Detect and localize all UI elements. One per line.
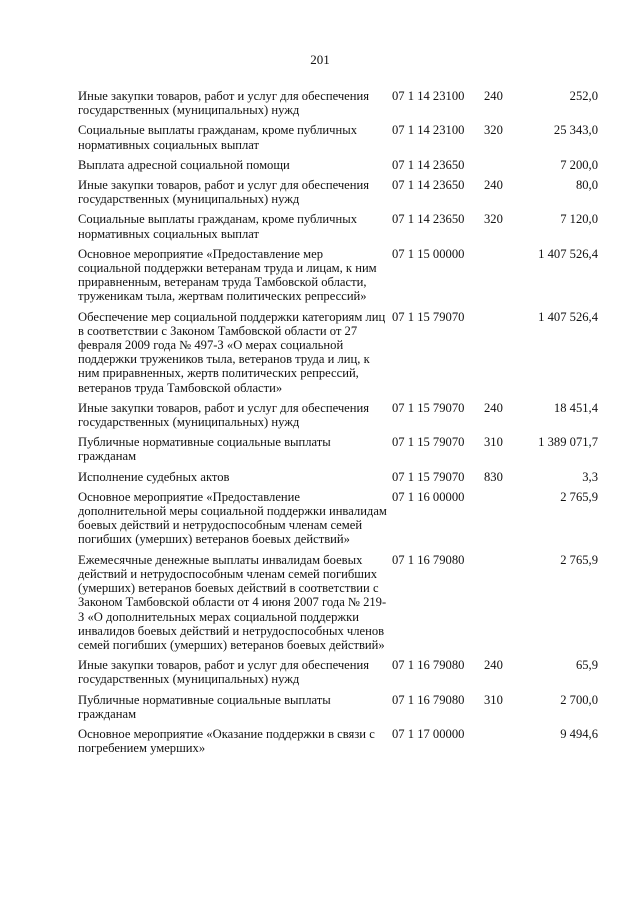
expense-type-code: 240 xyxy=(484,178,503,193)
expense-type-code: 310 xyxy=(484,435,503,450)
expense-name: Ежемесячные денежные выплаты инвалидам боевых действий и нетрудоспособным членам семей погибших (умерших) ветеранов боевых действий в соответствии с Законом Тамбовской области от 4 июня 2007 года № 219-З «О дополнительных мерах социальной поддержки инвалидов боевых действий и нетрудоспособных членов семей погибших (умерших) ветеранов боевых действий» xyxy=(78,552,387,652)
expense-type-code: 320 xyxy=(484,123,503,138)
page-number: 201 xyxy=(310,52,330,67)
target-article-code: 07 1 15 79070 xyxy=(392,469,465,484)
amount: 2 765,9 xyxy=(560,489,598,504)
table-row xyxy=(78,490,598,547)
expense-type-code: 240 xyxy=(484,658,503,673)
expense-type-code: 310 xyxy=(484,692,503,707)
target-article-code: 07 1 14 23650 xyxy=(392,212,465,227)
target-article-code: 07 1 16 79080 xyxy=(392,552,465,567)
expense-name: Публичные нормативные социальные выплаты гражданам xyxy=(78,692,331,721)
table-row xyxy=(78,693,598,721)
target-article-code: 07 1 16 79080 xyxy=(392,692,465,707)
expense-name: Основное мероприятие «Оказание поддержки в связи с погребением умерших» xyxy=(78,726,375,756)
target-article-code: 07 1 16 79080 xyxy=(392,658,465,673)
amount: 1 389 071,7 xyxy=(538,435,598,450)
table-row xyxy=(78,89,598,117)
expense-name: Обеспечение мер социальной поддержки категориям лиц в соответствии с Законом Тамбовской области от 27 февраля 2009 года № 497-З «О мерах социальной поддержки тружеников тыла, ветеранов труда и лиц, к ним приравненных, жертв политических репрессий, ветеранов труда Тамбовской области» xyxy=(78,309,386,395)
target-article-code: 07 1 14 23100 xyxy=(392,89,465,103)
table-row xyxy=(78,212,598,240)
expense-name: Социальные выплаты гражданам, кроме публичных нормативных социальных выплат xyxy=(78,212,357,241)
table-row xyxy=(78,158,598,172)
amount: 7 120,0 xyxy=(560,212,598,227)
amount: 9 494,6 xyxy=(560,726,598,741)
expense-type-code: 830 xyxy=(484,469,503,484)
target-article-code: 07 1 15 79070 xyxy=(392,435,465,450)
expense-name: Выплата адресной социальной помощи xyxy=(78,157,290,172)
table-row xyxy=(78,658,598,686)
table-row xyxy=(78,435,598,463)
table-row xyxy=(78,727,598,755)
amount: 25 343,0 xyxy=(553,123,598,138)
table-row xyxy=(78,123,598,151)
target-article-code: 07 1 15 79070 xyxy=(392,309,465,324)
table-row xyxy=(78,470,598,484)
expense-name: Иные закупки товаров, работ и услуг для обеспечения государственных (муниципальных) нужд xyxy=(78,178,370,207)
expense-name: Публичные нормативные социальные выплаты гражданам xyxy=(78,435,331,464)
expense-name: Исполнение судебных актов xyxy=(78,469,230,484)
amount: 252,0 xyxy=(569,89,598,103)
table-row xyxy=(78,247,598,304)
target-article-code: 07 1 15 79070 xyxy=(392,400,465,415)
amount: 7 200,0 xyxy=(560,157,598,172)
expense-type-code: 240 xyxy=(484,89,503,103)
target-article-code: 07 1 14 23650 xyxy=(392,178,465,193)
table-row xyxy=(78,310,598,395)
amount: 65,9 xyxy=(575,658,598,673)
amount: 2 700,0 xyxy=(560,692,598,707)
target-article-code: 07 1 14 23100 xyxy=(392,123,465,138)
expense-name: Иные закупки товаров, работ и услуг для обеспечения государственных (муниципальных) нужд xyxy=(78,89,370,118)
expense-type-code: 240 xyxy=(484,400,503,415)
amount: 2 765,9 xyxy=(560,552,598,567)
amount: 1 407 526,4 xyxy=(538,309,598,324)
expense-name: Иные закупки товаров, работ и услуг для обеспечения государственных (муниципальных) нужд xyxy=(78,400,370,430)
budget-table xyxy=(78,89,598,761)
expense-type-code: 320 xyxy=(484,212,503,227)
amount: 18 451,4 xyxy=(553,400,598,415)
table-row xyxy=(78,553,598,652)
expense-name: Основное мероприятие «Предоставление мер социальной поддержки ветеранам труда и лицам, к ним приравненным, ветеранам труда Тамбовской области, труженикам тыла, жертвам политических репрессий» xyxy=(78,246,377,304)
expense-name: Основное мероприятие «Предоставление дополнительной меры социальной поддержки инвалидам боевых действий и нетрудоспособным членам семей погибших (умерших) ветеранов боевых действий» xyxy=(78,489,387,547)
amount: 1 407 526,4 xyxy=(538,246,598,261)
table-row xyxy=(78,401,598,429)
target-article-code: 07 1 16 00000 xyxy=(392,489,465,504)
expense-name: Иные закупки товаров, работ и услуг для обеспечения государственных (муниципальных) нужд xyxy=(78,658,370,687)
amount: 3,3 xyxy=(582,469,598,484)
table-row xyxy=(78,178,598,206)
amount: 80,0 xyxy=(575,178,598,193)
target-article-code: 07 1 15 00000 xyxy=(392,246,465,261)
expense-name: Социальные выплаты гражданам, кроме публичных нормативных социальных выплат xyxy=(78,123,357,152)
target-article-code: 07 1 14 23650 xyxy=(392,157,465,172)
target-article-code: 07 1 17 00000 xyxy=(392,726,465,741)
